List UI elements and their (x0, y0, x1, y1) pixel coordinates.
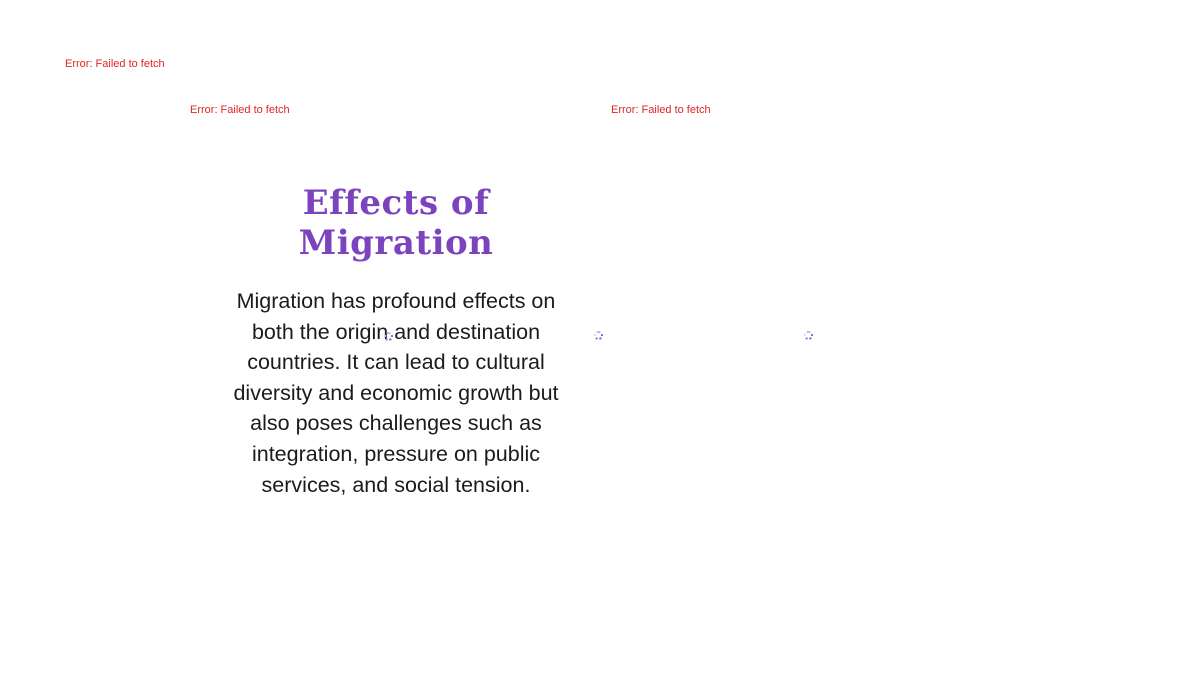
image-fetch-error-message: Error: Failed to fetch (65, 58, 165, 70)
slide-body-text-block[interactable]: Migration has profound effects on both the origin and destination countries. It can lead to cultural diversity and economic growth but also poses challenges such as integration, pressure on public services, and social tension. (233, 289, 559, 497)
loading-spinner-icon (384, 332, 393, 341)
image-fetch-error-message: Error: Failed to fetch (611, 104, 711, 116)
loading-spinner-icon (594, 331, 603, 340)
image-fetch-error-message: Error: Failed to fetch (190, 104, 290, 116)
loading-spinner-icon (804, 331, 813, 340)
slide-title-text-block[interactable]: Effects of Migration (298, 183, 494, 263)
